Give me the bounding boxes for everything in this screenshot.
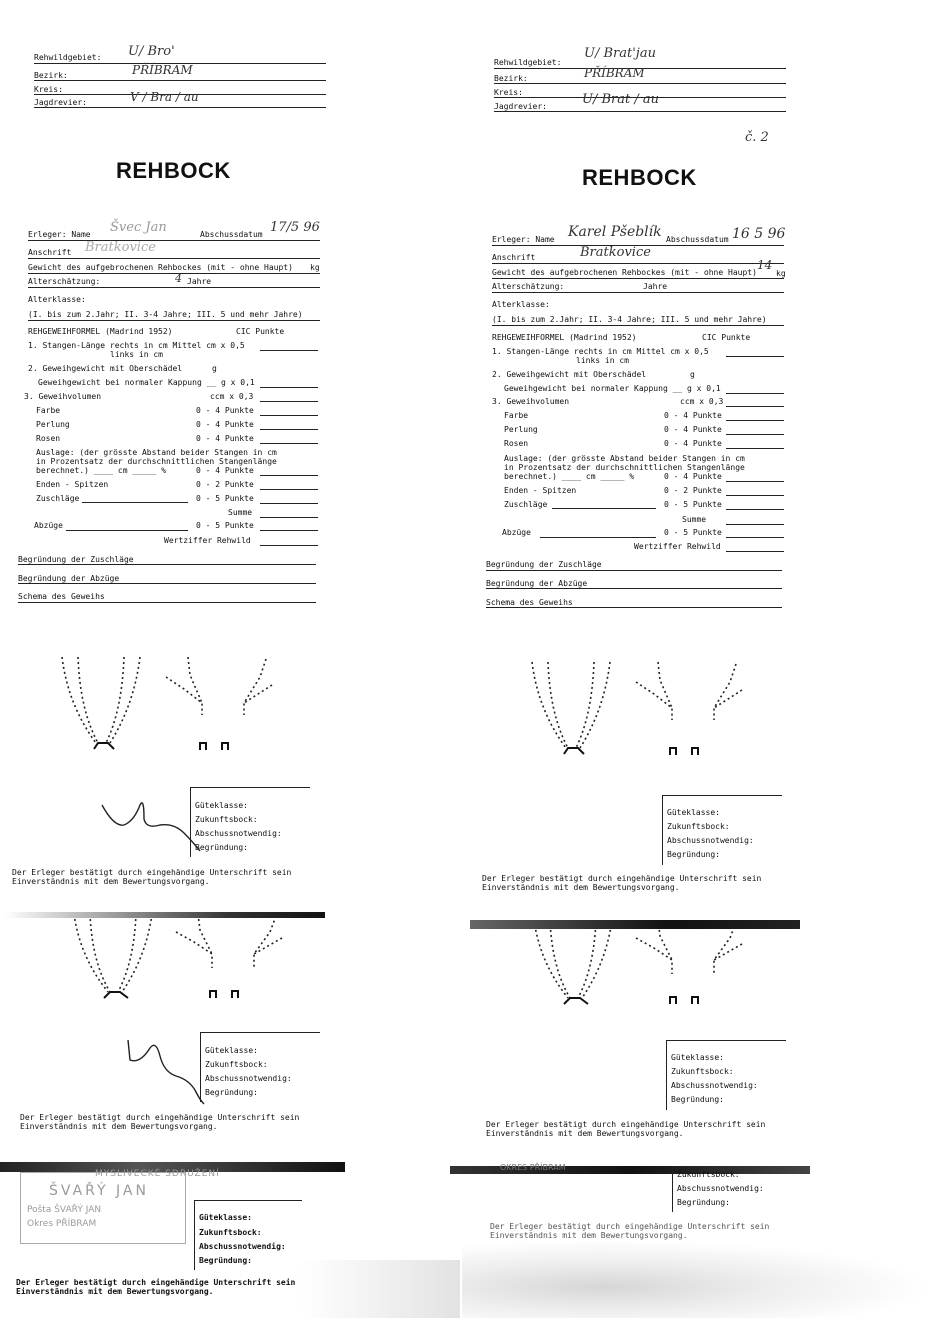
field-line bbox=[260, 489, 318, 490]
hw-jagdrevier: U/ Brat / au bbox=[582, 92, 659, 107]
form-title: REHBOCK bbox=[582, 165, 697, 190]
field-line bbox=[260, 545, 318, 546]
anschrift-label: Anschrift bbox=[492, 253, 536, 262]
field-line bbox=[726, 509, 784, 510]
antler-schema-side-icon bbox=[162, 655, 282, 755]
field-line bbox=[726, 524, 784, 525]
begr-zuschlaege: Begründung der Zuschläge bbox=[486, 560, 602, 569]
hw-erleger: Karel Pšeblík bbox=[568, 224, 662, 240]
auslage-line2: in Prozentsatz der durchschnittlichen Stangenlänge bbox=[504, 463, 745, 472]
begruendung-label: Begründung: bbox=[199, 1256, 252, 1265]
auslage-line1: Auslage: (der grösste Abstand beider Stangen in cm bbox=[504, 454, 745, 463]
farbe-label: Farbe bbox=[36, 406, 61, 415]
field-line bbox=[726, 448, 784, 449]
field-line bbox=[260, 387, 318, 388]
divider bbox=[18, 564, 316, 565]
row-volumen: 3. Geweihvolumen bbox=[24, 392, 102, 401]
abschussnotwendig-label: Abschussnotwendig: bbox=[205, 1074, 292, 1083]
abschussnotwendig-label: Abschussnotwendig: bbox=[195, 829, 282, 838]
stamp-top-text: MYSLIVECKÉ SDRUŽENÍ bbox=[95, 1169, 220, 1179]
enden-label: Enden - Spitzen bbox=[504, 486, 577, 495]
row-stangen: 1. Stangen-Länge rechts in cm Mittel cm x 0,5 bbox=[28, 341, 245, 350]
begr-abzuege: Begründung der Abzüge bbox=[18, 574, 120, 583]
farbe-points: 0 - 4 Punkte bbox=[196, 406, 254, 415]
field-line bbox=[66, 530, 188, 531]
alterklasse-text: (I. bis zum 2.Jahr; II. 3-4 Jahre; III. 5 und mehr Jahre) bbox=[28, 310, 303, 319]
hw-alter: 4 bbox=[175, 272, 182, 285]
zukunftsbock-label: Zukunftsbock: bbox=[199, 1228, 262, 1237]
label-bezirk: Bezirk: bbox=[494, 74, 528, 83]
begr-abzuege: Begründung der Abzüge bbox=[486, 579, 588, 588]
field-line bbox=[540, 537, 656, 538]
divider bbox=[28, 240, 320, 241]
perlung-label: Perlung bbox=[504, 425, 538, 434]
abschussnotwendig-label: Abschussnotwendig: bbox=[677, 1184, 764, 1193]
abzuege-label: Abzüge bbox=[502, 528, 531, 537]
paper-crumple bbox=[462, 1240, 934, 1318]
divider bbox=[34, 107, 326, 108]
antler-schema-side-icon bbox=[172, 912, 292, 1007]
confirm-line1: Der Erleger bestätigt durch eingehändige Unterschrift sein bbox=[12, 868, 292, 877]
rosen-label: Rosen bbox=[36, 434, 61, 443]
perlung-label: Perlung bbox=[36, 420, 70, 429]
stamp bbox=[20, 1169, 220, 1244]
cic-label: CIC Punkte bbox=[702, 333, 751, 342]
fold-shadow bbox=[470, 920, 800, 929]
row-geweihgewicht: 2. Geweihgewicht mit Oberschädel bbox=[28, 364, 183, 373]
begruendung-label: Begründung: bbox=[671, 1095, 724, 1104]
abzuege-points: 0 - 5 Punkte bbox=[196, 521, 254, 530]
divider bbox=[492, 278, 784, 279]
abschuss-label: Abschussdatum bbox=[666, 235, 729, 244]
box-border bbox=[666, 1040, 667, 1110]
form-title: REHBOCK bbox=[116, 158, 231, 183]
zuschlaege-points: 0 - 5 Punkte bbox=[664, 500, 722, 509]
confirm-line2: Einverständnis mit dem Bewertungsvorgang. bbox=[12, 877, 210, 886]
row-kappung: Geweihgewicht bei normaler Kappung __ g x 0,1 bbox=[504, 384, 721, 393]
begruendung-label: Begründung: bbox=[677, 1198, 730, 1207]
box-border bbox=[666, 1040, 786, 1041]
confirm-line2: Einverständnis mit dem Bewertungsvorgang. bbox=[486, 1129, 684, 1138]
auslage-points: 0 - 4 Punkte bbox=[196, 466, 254, 475]
hw-bezirk: PŘÍBRAM bbox=[132, 63, 193, 77]
jahre-label: Jahre bbox=[187, 277, 212, 286]
summe-label: Summe bbox=[682, 515, 707, 524]
field-line bbox=[260, 475, 318, 476]
field-line bbox=[260, 530, 318, 531]
label-bezirk: Bezirk: bbox=[34, 71, 68, 80]
box-border bbox=[194, 1200, 195, 1270]
field-line bbox=[82, 502, 188, 503]
box-border bbox=[672, 1168, 673, 1212]
field-line bbox=[260, 503, 318, 504]
enden-points: 0 - 2 Punkte bbox=[196, 480, 254, 489]
divider bbox=[18, 602, 316, 603]
begruendung-label: Begründung: bbox=[667, 850, 720, 859]
box-border bbox=[190, 787, 310, 788]
gueteklasse-label: Güteklasse: bbox=[199, 1213, 252, 1222]
row-g: g bbox=[690, 370, 695, 379]
zukunftsbock-label: Zukunftsbock: bbox=[667, 822, 730, 831]
auslage-line3: berechnet.) ____ cm _____ % bbox=[504, 472, 635, 481]
box-border bbox=[200, 1032, 320, 1033]
row-kappung: Geweihgewicht bei normaler Kappung __ g x 0,1 bbox=[38, 378, 255, 387]
row-volumen-unit: ccm x 0,3 bbox=[210, 392, 254, 401]
hw-corner-number: č. 2 bbox=[745, 130, 769, 145]
perlung-points: 0 - 4 Punkte bbox=[664, 425, 722, 434]
wertziffer-label: Wertziffer Rehwild bbox=[164, 536, 251, 545]
zukunftsbock-label: Zukunftsbock: bbox=[205, 1060, 268, 1069]
cic-label: CIC Punkte bbox=[236, 327, 285, 336]
hw-kg: 14 bbox=[757, 258, 773, 272]
confirm-line2: Einverständnis mit dem Bewertungsvorgang. bbox=[20, 1122, 218, 1131]
divider bbox=[28, 320, 320, 321]
divider bbox=[34, 80, 326, 81]
abschuss-label: Abschussdatum bbox=[200, 230, 263, 239]
zukunftsbock-label: Zukunftsbock: bbox=[677, 1170, 740, 1179]
label-kreis: Kreis: bbox=[34, 85, 63, 94]
divider bbox=[492, 292, 784, 293]
auslage-points: 0 - 4 Punkte bbox=[664, 472, 722, 481]
abzuege-label: Abzüge bbox=[34, 521, 63, 530]
field-line bbox=[726, 406, 784, 407]
auslage-line3: berechnet.) ____ cm _____ % bbox=[36, 466, 167, 475]
kg-label: kg bbox=[776, 269, 786, 278]
confirm-line1: Der Erleger bestätigt durch eingehändige Unterschrift sein bbox=[482, 874, 762, 883]
perlung-points: 0 - 4 Punkte bbox=[196, 420, 254, 429]
row-stangen-links: links in cm bbox=[576, 356, 629, 365]
divider bbox=[18, 583, 316, 584]
field-line bbox=[726, 481, 784, 482]
kg-label: kg bbox=[310, 263, 320, 272]
field-line bbox=[260, 415, 318, 416]
stamp-line2: Okres PŘÍBRAM bbox=[27, 1219, 97, 1229]
divider bbox=[486, 570, 782, 571]
label-rehwildgebiet: Rehwildgebiet: bbox=[34, 53, 102, 62]
zuschlaege-label: Zuschläge bbox=[504, 500, 548, 509]
hw-rehwildgebiet: U/ Brat'jau bbox=[584, 46, 656, 61]
divider bbox=[492, 325, 784, 326]
divider bbox=[494, 111, 786, 112]
stamp-fragment: OKRES PŘÍBRAM bbox=[500, 1163, 566, 1172]
farbe-points: 0 - 4 Punkte bbox=[664, 411, 722, 420]
begruendung-label: Begründung: bbox=[195, 843, 248, 852]
hw-jagdrevier: V / Bra / au bbox=[130, 90, 199, 104]
rosen-points: 0 - 4 Punkte bbox=[196, 434, 254, 443]
field-line bbox=[260, 429, 318, 430]
gueteklasse-label: Güteklasse: bbox=[205, 1046, 258, 1055]
field-line bbox=[552, 508, 656, 509]
row-stangen-links: links in cm bbox=[110, 350, 163, 359]
formel-title: REHGEWEIHFORMEL (Madrind 1952) bbox=[28, 327, 173, 336]
antler-schema-front-icon bbox=[70, 912, 160, 1007]
box-border bbox=[662, 795, 663, 865]
field-line bbox=[726, 356, 784, 357]
field-line bbox=[726, 393, 784, 394]
enden-label: Enden - Spitzen bbox=[36, 480, 109, 489]
erleger-label: Erleger: Name bbox=[492, 235, 555, 244]
gewicht-label: Gewicht des aufgebrochenen Rehbockes (mit - ohne Haupt) bbox=[28, 263, 293, 272]
rosen-label: Rosen bbox=[504, 439, 529, 448]
field-line bbox=[260, 401, 318, 402]
divider bbox=[492, 263, 784, 264]
schema-label: Schema des Geweihs bbox=[486, 598, 573, 607]
gueteklasse-label: Güteklasse: bbox=[195, 801, 248, 810]
field-line bbox=[726, 537, 784, 538]
wertziffer-label: Wertziffer Rehwild bbox=[634, 542, 721, 551]
schema-label: Schema des Geweihs bbox=[18, 592, 105, 601]
label-kreis: Kreis: bbox=[494, 88, 523, 97]
hw-erleger: Švec Jan bbox=[110, 220, 167, 235]
begruendung-label: Begründung: bbox=[205, 1088, 258, 1097]
row-volumen: 3. Geweihvolumen bbox=[492, 397, 570, 406]
zukunftsbock-label: Zukunftsbock: bbox=[671, 1067, 734, 1076]
field-line bbox=[260, 443, 318, 444]
row-g: g bbox=[212, 364, 217, 373]
zuschlaege-label: Zuschläge bbox=[36, 494, 80, 503]
farbe-label: Farbe bbox=[504, 411, 529, 420]
begr-zuschlaege: Begründung der Zuschläge bbox=[18, 555, 134, 564]
paper-crumple bbox=[300, 1260, 460, 1318]
hw-rehwildgebiet: U/ Bro' bbox=[128, 44, 175, 59]
rosen-points: 0 - 4 Punkte bbox=[664, 439, 722, 448]
confirm-line2: Einverständnis mit dem Bewertungsvorgang. bbox=[16, 1287, 214, 1296]
alterklasse-text: (I. bis zum 2.Jahr; II. 3-4 Jahre; III. 5 und mehr Jahre) bbox=[492, 315, 767, 324]
confirm-line1: Der Erleger bestätigt durch eingehändige Unterschrift sein bbox=[486, 1120, 766, 1129]
row-geweihgewicht: 2. Geweihgewicht mit Oberschädel bbox=[492, 370, 647, 379]
label-rehwildgebiet: Rehwildgebiet: bbox=[494, 58, 562, 67]
gewicht-label: Gewicht des aufgebrochenen Rehbockes (mit - ohne Haupt) bbox=[492, 268, 757, 277]
abschussnotwendig-label: Abschussnotwendig: bbox=[671, 1081, 758, 1090]
alter-label: Alterschätzung: bbox=[492, 282, 565, 291]
confirm-line1: Der Erleger bestätigt durch eingehändige Unterschrift sein bbox=[16, 1278, 296, 1287]
antler-schema-side-icon bbox=[632, 918, 752, 1013]
gueteklasse-label: Güteklasse: bbox=[671, 1053, 724, 1062]
confirm-line1: Der Erleger bestätigt durch eingehändige Unterschrift sein bbox=[490, 1222, 770, 1231]
auslage-line1: Auslage: (der grösste Abstand beider Stangen in cm bbox=[36, 448, 277, 457]
field-line bbox=[260, 350, 318, 351]
row-volumen-unit: ccm x 0,3 bbox=[680, 397, 724, 406]
field-line bbox=[726, 495, 784, 496]
field-line bbox=[726, 551, 784, 552]
divider bbox=[486, 607, 782, 608]
alterklasse-label: Alterklasse: bbox=[28, 295, 86, 304]
zukunftsbock-label: Zukunftsbock: bbox=[195, 815, 258, 824]
anschrift-label: Anschrift bbox=[28, 248, 72, 257]
fold-shadow bbox=[5, 912, 325, 918]
hw-date: 16 5 96 bbox=[732, 226, 786, 242]
alterklasse-label: Alterklasse: bbox=[492, 300, 550, 309]
divider bbox=[486, 588, 782, 589]
alter-label: Alterschätzung: bbox=[28, 277, 101, 286]
divider bbox=[28, 273, 320, 274]
antler-schema-front-icon bbox=[528, 660, 618, 760]
enden-points: 0 - 2 Punkte bbox=[664, 486, 722, 495]
signature-icon bbox=[100, 795, 210, 855]
hw-date: 17/5 96 bbox=[270, 220, 320, 235]
abzuege-points: 0 - 5 Punkte bbox=[664, 528, 722, 537]
confirm-line2: Einverständnis mit dem Bewertungsvorgang. bbox=[490, 1231, 688, 1240]
divider bbox=[28, 287, 320, 288]
field-line bbox=[726, 420, 784, 421]
summe-label: Summe bbox=[228, 508, 253, 517]
antler-schema-side-icon bbox=[632, 660, 752, 760]
box-border bbox=[662, 795, 782, 796]
gueteklasse-label: Güteklasse: bbox=[667, 808, 720, 817]
zuschlaege-points: 0 - 5 Punkte bbox=[196, 494, 254, 503]
box-border bbox=[194, 1200, 302, 1201]
stamp-line1: Pošta ŠVAŘÝ JAN bbox=[27, 1205, 102, 1215]
abschussnotwendig-label: Abschussnotwendig: bbox=[667, 836, 754, 845]
hw-anschrift: Bratkovice bbox=[580, 245, 651, 260]
erleger-label: Erleger: Name bbox=[28, 230, 91, 239]
label-jagdrevier: Jagdrevier: bbox=[494, 102, 547, 111]
field-line bbox=[260, 517, 318, 518]
row-stangen: 1. Stangen-Länge rechts in cm Mittel cm x 0,5 bbox=[492, 347, 709, 356]
auslage-line2: in Prozentsatz der durchschnittlichen Stangenlänge bbox=[36, 457, 277, 466]
signature-icon bbox=[120, 1036, 220, 1106]
abschussnotwendig-label: Abschussnotwendig: bbox=[199, 1242, 286, 1251]
divider bbox=[494, 83, 786, 84]
label-jagdrevier: Jagdrevier: bbox=[34, 98, 87, 107]
jahre-label: Jahre bbox=[643, 282, 668, 291]
confirm-line1: Der Erleger bestätigt durch eingehändige Unterschrift sein bbox=[20, 1113, 300, 1122]
antler-schema-front-icon bbox=[58, 655, 148, 755]
field-line bbox=[726, 434, 784, 435]
divider bbox=[28, 258, 320, 259]
antler-schema-front-icon bbox=[530, 918, 620, 1013]
formel-title: REHGEWEIHFORMEL (Madrind 1952) bbox=[492, 333, 637, 342]
hw-anschrift: Bratkovice bbox=[85, 240, 156, 255]
confirm-line2: Einverständnis mit dem Bewertungsvorgang. bbox=[482, 883, 680, 892]
hw-bezirk: PŘÍBRAM bbox=[584, 66, 645, 80]
stamp-name: ŠVAŘÝ JAN bbox=[49, 1183, 149, 1199]
